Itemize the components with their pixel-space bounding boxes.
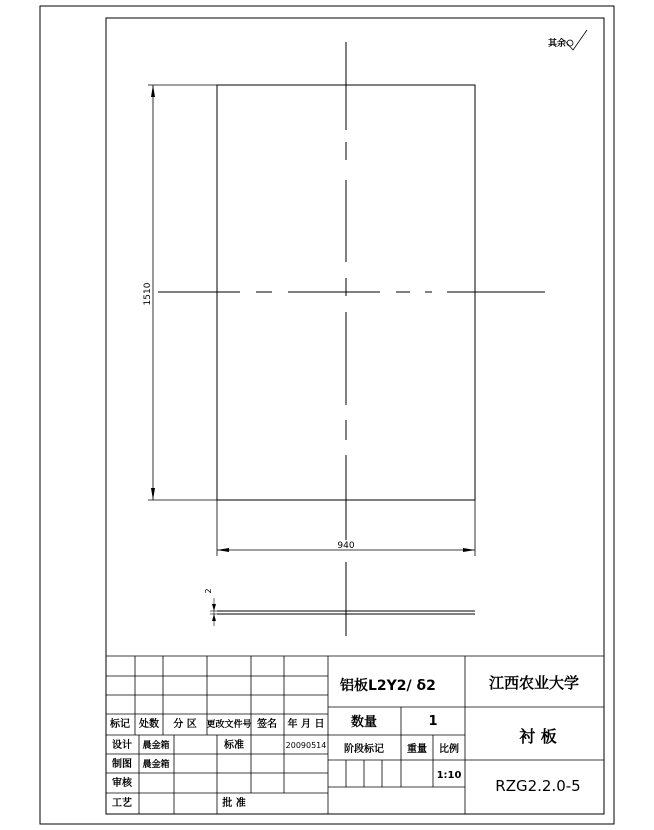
roughness-note — [548, 30, 587, 50]
rev-header-doc: 更改文件号 — [206, 720, 252, 730]
rev-header-sign: 签名 — [257, 719, 277, 730]
drawing-number: RZG2.2.0-5 — [495, 777, 581, 795]
drafting-label: 制图 — [112, 759, 132, 770]
title-block-text — [109, 674, 581, 809]
rev-header-date: 年 月 日 — [287, 719, 325, 730]
process-label: 工艺 — [112, 798, 132, 809]
school-name: 江西农业大学 — [488, 674, 580, 692]
side-view — [204, 588, 475, 626]
roughness-label: 其余 — [548, 39, 567, 49]
outer-border — [40, 6, 614, 824]
quantity-label: 数量 — [350, 715, 378, 730]
stage-label: 阶段标记 — [344, 744, 384, 755]
drafter-name: 晨金箱 — [142, 760, 170, 770]
rev-header-mark: 标记 — [110, 719, 130, 730]
approve-label: 批 准 — [222, 798, 246, 809]
thickness-dimension-label: 2 — [204, 588, 213, 594]
rev-header-zone: 分 区 — [173, 719, 197, 730]
weight-label: 重量 — [407, 744, 427, 755]
design-date: 20090514 — [285, 741, 327, 750]
part-name: 衬 板 — [519, 727, 557, 746]
height-dimension-label: 1510 — [143, 282, 153, 306]
material-label: 铝板L2Y2/ δ2 — [340, 678, 436, 694]
standard-label: 标准 — [224, 740, 244, 751]
review-label: 审核 — [112, 778, 132, 789]
scale-label: 比例 — [439, 744, 459, 755]
quantity-value: 1 — [428, 714, 438, 729]
roughness-circle-icon — [567, 40, 573, 46]
rev-header-count: 处数 — [139, 719, 159, 730]
design-label: 设计 — [112, 740, 132, 751]
designer-name: 晨金箱 — [142, 741, 170, 751]
width-dimension-label: 940 — [337, 541, 355, 551]
scale-value: 1:10 — [436, 770, 462, 781]
